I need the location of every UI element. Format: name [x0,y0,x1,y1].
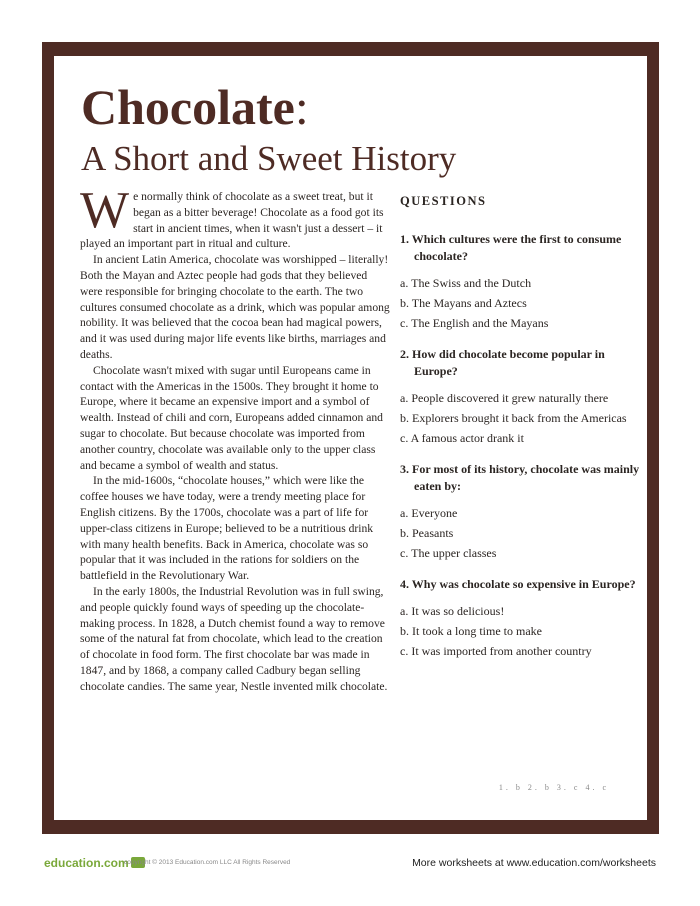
answer-option: a. It was so delicious! [400,604,505,618]
question-text: 2. How did chocolate become popular in Europe? [400,347,605,378]
article-paragraph: In ancient Latin America, chocolate was worshipped – literally! Both the Mayan and Aztec people had gods that they believed were responsible for bringing chocolate to the earth. The two cultures consumed chocolate as a drink, which was popular among nobility. It was believed that the cocoa bean had magical powers, and it was used during major life events like births, marriages and deaths. [80,253,390,361]
answer-option: b. The Mayans and Aztecs [400,296,527,310]
question-1 [400,231,640,332]
answer-option: a. People discovered it grew naturally there [400,391,609,405]
article-paragraph [80,182,392,252]
title-colon: : [294,79,309,135]
worksheet-page [54,56,647,820]
paragraph-text: e normally think of chocolate as a sweet treat, but it began as a bitter beverage! Chocolate as a food got its start in ancient times, when it wasn't just a dessert – it played an important part in ritual and culture. [80,190,384,251]
page-title [81,79,309,135]
question-text: 3. For most of its history, chocolate was mainly eaten by: [400,462,640,493]
answer-option: b. Explorers brought it back from the Americas [400,411,627,425]
questions-heading: QUESTIONS [400,194,487,208]
question-text: 1. Which cultures were the first to consume chocolate? [400,232,622,263]
answer-key: 1. b 2. b 3. c 4. c [498,783,609,792]
article-paragraph: In the mid-1600s, “chocolate houses,” which were like the coffee houses we have today, were a trendy meeting place for English citizens. By the 1700s, chocolate was a part of life for upper-class citizens in Europe; believed to be a nutritious drink with many health benefits. Back in America, chocolate was so popular that it was included in the rations for soldiers on the battlefield in the Revolutionary War. [80,474,374,583]
answer-option: c. It was imported from another country [400,644,592,658]
answer-option: b. Peasants [400,526,454,540]
answer-option: a. Everyone [400,506,458,520]
question-4 [400,576,640,660]
article-paragraph: In the early 1800s, the Industrial Revolution was in full swing, and people quickly found ways of speeding up the chocolate-making process. In 1828, a Dutch chemist found a way to remove some of the natural fat from chocolate, which lead to the creation of chocolate in food form. The first chocolate bar was made in 1847, and by 1868, a company called Cadbury began selling chocolate candies. The same year, Nestle invented milk chocolate. [80,584,388,693]
drop-cap: W [80,182,130,239]
page-frame [42,42,659,834]
answer-option: a. The Swiss and the Dutch [400,276,532,290]
logo-text: education.com [44,856,129,870]
question-3 [400,461,640,562]
question-2 [400,346,640,447]
answer-option: b. It took a long time to make [400,624,542,638]
answer-option: c. The upper classes [400,546,497,560]
copyright-text: copyright © 2013 Education.com LLC All Rights Reserved [124,859,291,866]
more-worksheets-link[interactable]: More worksheets at www.education.com/worksheets [412,857,656,869]
article-paragraph: Chocolate wasn't mixed with sugar until Europeans came in contact with the Americas in the 1500s. They brought it home to Europe, where it became an expensive import and a symbol of wealth. Instead of chili and corn, Europeans added cinnamon and sugar to chocolate. But because chocolate was imported from another country, chocolate was available only to the upper class and became a symbol of wealth and status. [80,363,383,472]
questions-section [400,194,640,674]
page-subtitle: A Short and Sweet History [81,139,457,178]
answer-option: c. The English and the Mayans [400,316,549,330]
article-body [80,182,392,695]
title-text: Chocolate [81,79,295,135]
question-text: 4. Why was chocolate so expensive in Europe? [400,577,636,591]
answer-option: c. A famous actor drank it [400,431,524,445]
footer [0,848,700,878]
